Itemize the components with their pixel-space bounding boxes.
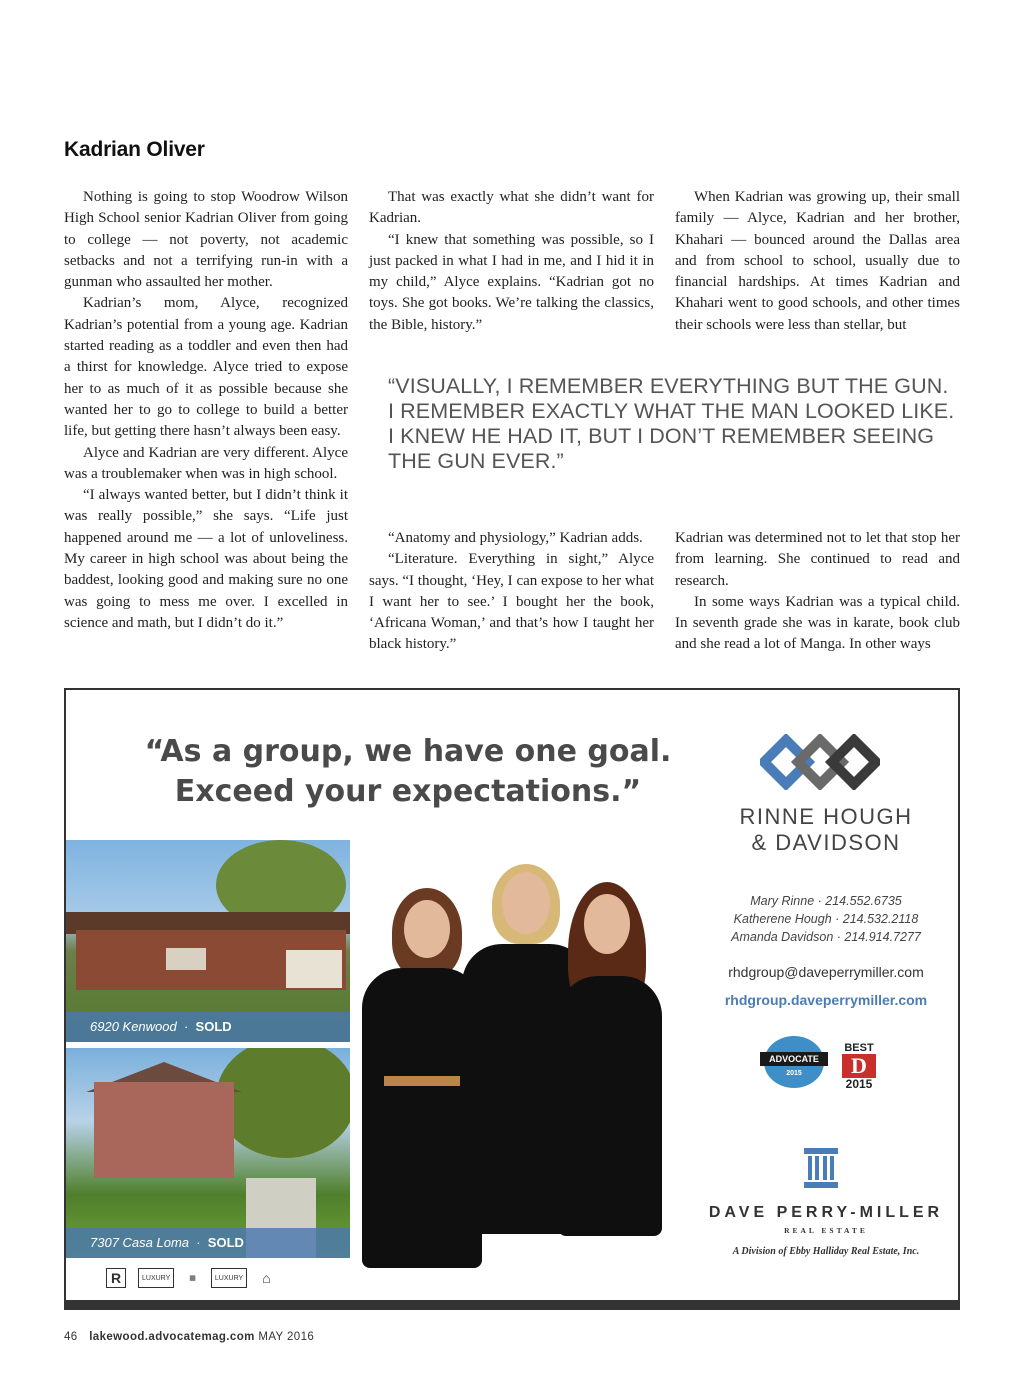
photo-caption: 7307 Casa Loma · SOLD: [66, 1228, 350, 1258]
luxury-portfolio-logo: LUXURY: [211, 1268, 247, 1288]
paragraph: “I knew that something was possible, so I just packed in what I had in me, and I hid it in my child,” Alyce explains. “Kadrian got no toys. She got books. We’re talking the classics, the Bible, history.”: [369, 231, 654, 333]
website-link[interactable]: rhdgroup.daveperrymiller.com: [724, 992, 928, 1008]
house-shape: [94, 1082, 234, 1178]
caption-address: 6920 Kenwood: [90, 1019, 177, 1034]
pull-quote: “VISUALLY, I REMEMBER EVERYTHING BUT THE GUN. I REMEMBER EXACTLY WHAT THE MAN LOOKED LIKE. I KNEW HE HAD IT, BUT I DON’T REMEMBER SEEING THE GUN EVER.”: [388, 374, 955, 473]
article-column-2-top: [369, 187, 654, 336]
contact-line[interactable]: Amanda Davidson · 214.914.7277: [731, 930, 921, 944]
article-column-1: [64, 187, 348, 634]
belt-shape: [384, 1076, 460, 1086]
garage-shape: [286, 950, 342, 988]
caption-address: 7307 Casa Loma: [90, 1235, 190, 1250]
dpm-subtitle: REAL ESTATE: [784, 1226, 868, 1235]
article-headline: Kadrian Oliver: [64, 138, 205, 161]
photo-caption: 6920 Kenwood · SOLD: [66, 1012, 350, 1042]
badge-label: ADVOCATE: [760, 1052, 828, 1066]
equal-housing-icon: ⌂: [262, 1269, 271, 1286]
advocate-award-badge: [764, 1036, 824, 1088]
article-column-2-bottom: [369, 528, 654, 656]
face-shape: [584, 894, 630, 954]
rhd-brand-name: [706, 804, 946, 856]
paragraph: Kadrian’s mom, Alyce, recognized Kadrian’s potential from a young age. Kadrian started reading as a toddler and even then had a thirst for knowledge. Alyce tried to expose her to as much of it as possible because she wanted her to go to college to build a better life, but getting there hasn’t always been easy.: [64, 295, 348, 440]
paragraph: Alyce and Kadrian are very different. Alyce was a troublemaker when was in high school.: [64, 444, 348, 482]
paragraph: In some ways Kadrian was a typical child. In seventh grade she was in karate, book club and she read a lot of Manga. In other ways: [675, 593, 960, 653]
paragraph: Kadrian was determined not to let that stop her from learning. She continued to read and research.: [675, 530, 960, 589]
article-column-3-top: [675, 187, 960, 336]
ad-quote-line-1: “As a group, we have one goal.: [144, 734, 672, 769]
agents-photo: [362, 858, 662, 1302]
ad-quote: [128, 732, 688, 812]
paragraph: “Anatomy and physiology,” Kadrian adds.: [388, 530, 643, 546]
article-column-3-bottom: [675, 528, 960, 656]
brand-line-1: RINNE HOUGH: [739, 804, 913, 829]
footer-issue: MAY 2016: [258, 1331, 315, 1343]
best-d-award-badge: [842, 1042, 876, 1091]
designation-logo: ▦: [189, 1274, 196, 1282]
email-link[interactable]: rhdgroup@daveperrymiller.com: [728, 964, 924, 980]
dress-shape: [558, 976, 662, 1236]
face-shape: [404, 900, 450, 958]
division-text: A Division of Ebby Halliday Real Estate, Inc.: [732, 1246, 920, 1257]
window-shape: [166, 948, 206, 970]
best-year: 2015: [845, 1077, 873, 1091]
house-photo-kenwood: [66, 840, 350, 1042]
real-estate-advertisement[interactable]: [64, 688, 960, 1310]
footer-site[interactable]: lakewood.advocatemag.com: [89, 1331, 255, 1343]
paragraph: That was exactly what she didn’t want for Kadrian.: [369, 189, 654, 227]
contact-line[interactable]: Katherene Hough · 214.532.2118: [733, 912, 919, 926]
caption-status: SOLD: [195, 1019, 232, 1034]
paragraph: “I always wanted better, but I didn’t think it was really possible,” she says. “Life just happened around me — a lot of unloveliness. My career in high school was about being the baddest, looking good and making sure no one was going to mess me over. I excelled in science and math, but I didn’t do it.”: [64, 487, 348, 631]
paragraph: Nothing is going to stop Woodrow Wilson High School senior Kadrian Oliver from going to college — not poverty, not academic setbacks and not a terrifying run-in with a gunman who assaulted her mother.: [64, 189, 348, 291]
house-photo-casa-loma: [66, 1048, 350, 1258]
best-d-letter: D: [842, 1054, 876, 1078]
dpm-pillar-icon: [802, 1148, 840, 1188]
paragraph: “Literature. Everything in sight,” Alyce says. “I thought, ‘Hey, I can expose to her what I want her to see.’ I bought her the book, ‘Africana Woman,’ and that’s how I taught her black history.”: [369, 551, 654, 653]
realtor-logo: R: [106, 1268, 126, 1288]
rhd-logo-icon: [760, 734, 880, 790]
luxury-logo: LUXURY: [138, 1268, 174, 1288]
paragraph: When Kadrian was growing up, their small family — Alyce, Kadrian and her brother, Khahari — bounced around the Dallas area and from school to school, usually due to financial hardships. At times Kadrian and Khahari went to good schools, and other times their schools were less than stellar, but: [675, 189, 960, 333]
face-shape: [502, 872, 550, 934]
contact-line[interactable]: Mary Rinne · 214.552.6735: [750, 894, 902, 908]
caption-status: SOLD: [207, 1235, 244, 1250]
agent-contacts: [686, 892, 960, 946]
ad-quote-line-2: Exceed your expectations.”: [174, 774, 642, 809]
page-number: 46: [64, 1331, 78, 1343]
dpm-brand-name: DAVE PERRY-MILLER: [708, 1204, 944, 1221]
certification-logos: [106, 1268, 274, 1288]
page-footer: [64, 1331, 314, 1343]
brand-line-2: & DAVIDSON: [751, 830, 901, 855]
best-label: BEST: [844, 1042, 874, 1054]
ad-bottom-bar: [66, 1300, 958, 1308]
badge-year: 2015: [786, 1070, 802, 1077]
